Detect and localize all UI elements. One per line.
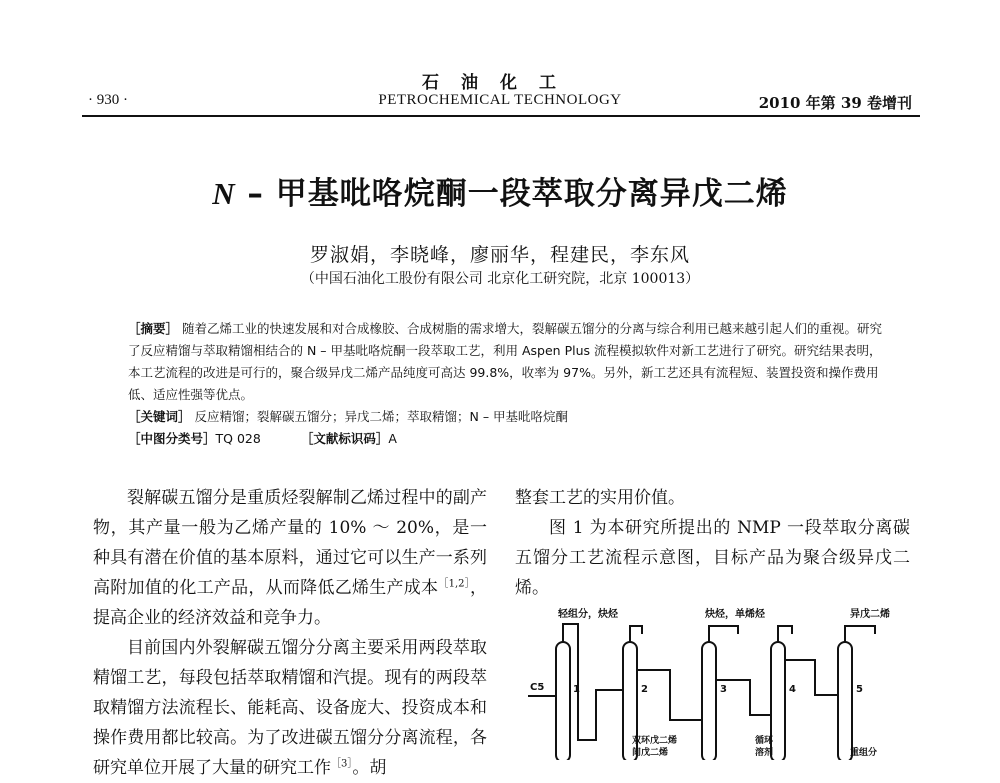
overhead-line-4 xyxy=(778,626,792,642)
fig-feed-label: C5 xyxy=(530,682,545,693)
body-paragraph xyxy=(93,483,487,633)
citation: ［1,2］ xyxy=(438,578,471,590)
classification-row xyxy=(128,428,888,450)
clc-code: TQ 028 xyxy=(215,431,261,446)
abstract xyxy=(128,318,888,406)
affiliation: （中国石油化工股份有限公司 北京化工研究院，北京 100013） xyxy=(300,271,700,287)
authors: 罗淑娟，李晓峰，廖丽华，程建民，李东风 xyxy=(309,244,690,266)
doc-code-label: ［文献标识码］ xyxy=(300,431,389,446)
link-1-2 xyxy=(578,634,623,740)
column-5 xyxy=(838,642,852,760)
abstract-label: ［摘要］ xyxy=(128,321,179,336)
process-flow-diagram xyxy=(520,600,920,760)
keywords-label: ［关键词］ xyxy=(128,409,191,424)
fig-column-number: 5 xyxy=(856,684,863,695)
overhead-line-3 xyxy=(709,626,738,642)
body-paragraph: 图 1 为本研究所提出的 NMP 一段萃取分离碳五馏分工艺流程示意图，目标产品为聚合级异戊二烯。 xyxy=(515,518,910,598)
column-3 xyxy=(702,642,716,760)
journal-name-cn: 石油化工 xyxy=(422,73,578,93)
paragraph-text: ，提高企业的经济效益和竞争力。 xyxy=(93,578,488,628)
abstract-block xyxy=(128,318,888,450)
fig-label-piperylene: 间戊二烯 xyxy=(632,748,669,758)
page-number: · 930 · xyxy=(88,92,128,108)
keywords-text: 反应精馏；裂解碳五馏分；异戊二烯；萃取精馏；N – 甲基吡咯烷酮 xyxy=(190,409,569,424)
column-1 xyxy=(556,642,570,760)
fig-label-isoprene: 异戊二烯 xyxy=(850,609,890,620)
overhead-line-2 xyxy=(630,626,642,642)
fig-label-heavy: 重组分 xyxy=(850,748,878,758)
fig-column-number: 1 xyxy=(573,684,580,695)
fig-label-recycle: 循环 xyxy=(755,736,774,746)
fig-label-light-components: 轻组分，炔烃 xyxy=(558,609,618,620)
keywords xyxy=(128,406,888,428)
header-rule xyxy=(82,115,920,117)
overhead-line-5 xyxy=(845,626,875,642)
paragraph-text: 裂解碳五馏分是重质烃裂解制乙烯过程中的副产物，其产量一般为乙烯产量的 10% ～ 20%，是一种具有潜在价值的基本原料，通过它可以生产一系列高附加值的化工产品，从而降低乙烯生产成本 xyxy=(93,488,487,598)
clc-label: ［中图分类号］ xyxy=(128,431,216,446)
title-text: – 甲基吡咯烷酮一段萃取分离异戊二烯 xyxy=(235,176,788,212)
body-column-left xyxy=(93,483,487,783)
abstract-text: 随着乙烯工业的快速发展和对合成橡胶、合成树脂的需求增大，裂解碳五馏分的分离与综合利用已越来越引起人们的重视。研究了反应精馏与萃取精馏相结合的 N – 甲基吡咯烷酮一段萃取工艺，利用 Aspen Plus 流程模拟软件对新工艺进行了研究。研究结果表明，本工艺流程的改进是可行的，聚合级异戊二烯产品纯度可高达 99.8%，收率为 97%。另外，新工艺还具有流程短、装置投资和操作费用低、适应性强等优点。 xyxy=(128,321,882,402)
issue-info: 2010 年第 39 卷增刊 xyxy=(758,94,912,112)
title-prefix: N xyxy=(212,176,236,211)
overhead-line-1 xyxy=(563,624,578,642)
journal-name-en: PETROCHEMICAL TECHNOLOGY xyxy=(378,92,622,108)
body-column-right xyxy=(515,483,910,603)
fig-column-number: 3 xyxy=(720,684,727,695)
column-4 xyxy=(771,642,785,760)
paragraph-text: 目前国内外裂解碳五馏分分离主要采用两段萃取精馏工艺，每段包括萃取精馏和汽提。现有的两段萃取精馏方法流程长、能耗高、设备庞大、投资成本和操作费用都比较高。为了改进碳五馏分分离流程，各研究单位开展了大量的研究工作 xyxy=(93,638,487,778)
body-paragraph: 整套工艺的实用价值。 xyxy=(515,488,685,508)
doc-code: A xyxy=(388,431,397,446)
citation: ［3］ xyxy=(331,758,353,770)
paragraph-text: 。胡 xyxy=(352,758,387,778)
fig-label-dcpd: 双环戊二烯 xyxy=(632,736,678,746)
fig-column-number: 4 xyxy=(789,684,796,695)
link-2-3 xyxy=(637,670,702,720)
fig-label-solvent: 溶剂 xyxy=(755,748,774,758)
body-paragraph xyxy=(93,633,487,783)
article-title xyxy=(0,168,1000,213)
fig-label-alkynes-olefins: 炔烃，单烯烃 xyxy=(705,609,765,620)
fig-column-number: 2 xyxy=(641,684,648,695)
